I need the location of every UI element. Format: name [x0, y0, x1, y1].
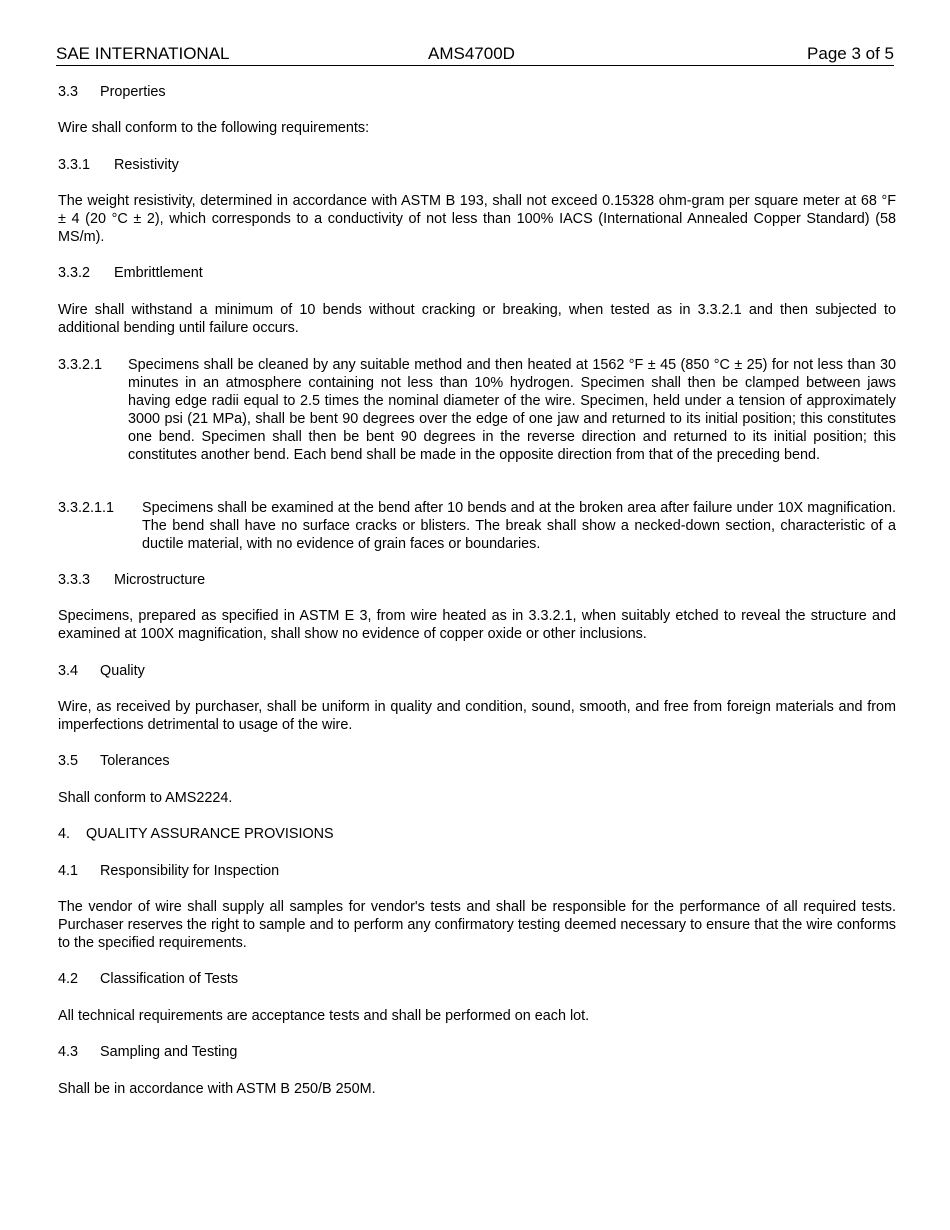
page-header [56, 44, 894, 66]
section-number: 4.1 [58, 863, 79, 879]
heading-4-3 [58, 1043, 896, 1061]
header-org: SAE INTERNATIONAL [56, 44, 230, 63]
section-title: Classification of Tests [100, 971, 239, 987]
paragraph-3-3-3: Specimens, prepared as specified in ASTM E 3, from wire heated as in 3.3.2.1, when suitably etched to reveal the structure and examined at 100X magnification, shall show no evidence of copper oxide or other inclusions. [58, 608, 896, 642]
paragraph-3-3-1: The weight resistivity, determined in accordance with ASTM B 193, shall not exceed 0.15328 ohm-gram per square meter at 68 °F ± 4 (20 °C ± 2), which corresponds to a conductivity of not less than 100% IACS (International Annealed Copper Standard) (58 MS/m). [58, 193, 896, 245]
heading-3-3-2 [58, 264, 896, 282]
section-title: Properties [100, 84, 166, 100]
heading-3-3-3 [58, 571, 896, 589]
header-page-number: Page 3 of 5 [807, 44, 894, 63]
heading-3-4 [58, 662, 896, 680]
paragraph-4-1: The vendor of wire shall supply all samples for vendor's tests and shall be responsible for the performance of all required tests. Purchaser reserves the right to sample and to perform any confirmatory testing deemed necessary to ensure that the wire conforms to the specified requirements. [58, 899, 896, 951]
clause-number: 3.3.2.1.1 [58, 500, 115, 516]
clause-number: 3.3.2.1 [58, 357, 103, 373]
section-number: 3.5 [58, 753, 79, 769]
heading-3-3-1 [58, 156, 896, 174]
section-title: Tolerances [100, 753, 170, 769]
section-title: Sampling and Testing [100, 1044, 238, 1060]
section-title: Responsibility for Inspection [100, 863, 280, 879]
section-number: 3.3.3 [58, 572, 91, 588]
section-number: 3.3 [58, 84, 79, 100]
section-number: 4.3 [58, 1044, 79, 1060]
header-doc-number: AMS4700D [428, 44, 515, 63]
section-title: QUALITY ASSURANCE PROVISIONS [86, 826, 334, 842]
section-number: 3.3.1 [58, 157, 91, 173]
clause-text: Specimens shall be examined at the bend after 10 bends and at the broken area after failure under 10X magnification. The bend shall have no surface cracks or blisters. The break shall show a necked-down section, characteristic of a ductile material, with no evidence of grain faces or boundaries. [142, 500, 896, 552]
section-number: 3.4 [58, 663, 79, 679]
heading-4-2 [58, 970, 896, 988]
heading-3-5 [58, 752, 896, 770]
paragraph-4-2: All technical requirements are acceptance tests and shall be performed on each lot. [58, 1008, 590, 1024]
paragraph-3-3: Wire shall conform to the following requirements: [58, 120, 370, 136]
section-title: Embrittlement [114, 265, 203, 281]
clause-text: Specimens shall be cleaned by any suitable method and then heated at 1562 °F ± 45 (850 °C ± 25) for not less than 30 minutes in an atmosphere containing not less than 10% hydrogen. Specimen shall then be clamped between jaws having edge radii equal to 2.5 times the nominal diameter of the wire. Specimen, held under a tension of approximately 3000 psi (21 MPa), shall be bent 90 degrees over the edge of one jaw and returned to its initial position; this constitutes one bend. Specimen shall then be bent 90 degrees in the reverse direction and returned to its initial position; this constitutes another bend. Each bend shall be made in the opposite direction from that of the preceding bend. [128, 357, 896, 463]
section-number: 4.2 [58, 971, 79, 987]
section-number: 3.3.2 [58, 265, 91, 281]
section-title: Quality [100, 663, 145, 679]
paragraph-3-3-2: Wire shall withstand a minimum of 10 bends without cracking or breaking, when tested as in 3.3.2.1 and then subjected to additional bending until failure occurs. [58, 302, 896, 336]
paragraph-3-4: Wire, as received by purchaser, shall be uniform in quality and condition, sound, smooth, and free from foreign materials and from imperfections detrimental to usage of the wire. [58, 699, 896, 733]
section-title: Resistivity [114, 157, 179, 173]
heading-3-3 [58, 83, 896, 101]
section-title: Microstructure [114, 572, 206, 588]
heading-4-1 [58, 862, 896, 880]
clause-3-3-2-1 [58, 356, 896, 464]
paragraph-3-5: Shall conform to AMS2224. [58, 790, 233, 806]
clause-3-3-2-1-1 [58, 499, 896, 553]
heading-4 [58, 825, 896, 843]
paragraph-4-3: Shall be in accordance with ASTM B 250/B 250M. [58, 1081, 376, 1097]
section-number: 4. [58, 826, 71, 842]
